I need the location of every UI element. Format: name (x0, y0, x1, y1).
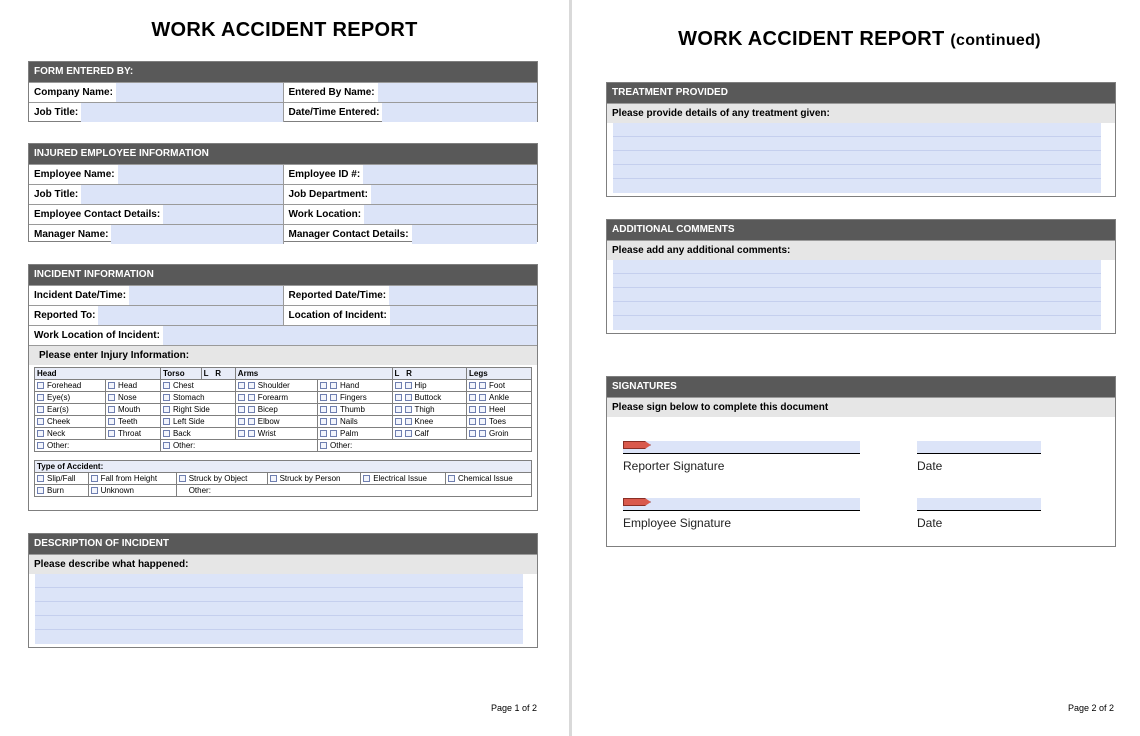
comments-input[interactable] (613, 260, 1101, 330)
injury-info-label: Please enter Injury Information: (29, 345, 537, 365)
reporter-signature-field[interactable] (623, 441, 860, 454)
checkbox-teeth[interactable]: Teeth (106, 416, 161, 428)
accident-other-field[interactable]: Other: (176, 485, 531, 497)
checkbox-neck[interactable]: Neck (35, 428, 106, 440)
work-location-incident-field[interactable]: Work Location of Incident: (29, 326, 537, 345)
form-entered-section (28, 61, 538, 122)
checkbox-nose[interactable]: Nose (106, 392, 161, 404)
accident-type-table: Type of Accident: Slip/Fall Fall from Height Struck by Object Struck by Person Electrical Issue Chemical Issue Burn Unknown Other: (34, 460, 532, 497)
employee-date-label: Date (917, 516, 943, 530)
reporter-signature-label: Reporter Signature (623, 459, 725, 473)
injury-row (35, 404, 532, 416)
page-number: Page 1 of 2 (491, 703, 538, 713)
section-header: INJURED EMPLOYEE INFORMATION (29, 144, 537, 164)
job-title-field[interactable]: Job Title: (29, 103, 283, 122)
checkbox-ear-s[interactable]: Ear(s) (35, 404, 106, 416)
checkbox-ankle[interactable]: Ankle (467, 392, 532, 404)
section-header: INCIDENT INFORMATION (29, 265, 537, 285)
reporter-date-field[interactable] (917, 441, 1041, 454)
section-header: FORM ENTERED BY: (29, 62, 537, 82)
company-name-field[interactable]: Company Name: (29, 83, 283, 102)
head-other-field[interactable]: Other: (35, 440, 161, 452)
injury-other-row (35, 440, 532, 452)
employee-signature-field[interactable] (623, 498, 860, 511)
checkbox-thigh[interactable]: Thigh (392, 404, 467, 416)
checkbox-fall-from-height[interactable]: Fall from Height (88, 473, 176, 485)
employee-id-field[interactable]: Employee ID #: (283, 165, 538, 184)
reported-to-field[interactable]: Reported To: (29, 306, 283, 325)
section-header: TREATMENT PROVIDED (607, 83, 1115, 103)
checkbox-left-side[interactable]: Left Side (160, 416, 235, 428)
checkbox-forehead[interactable]: Forehead (35, 380, 106, 392)
page-1 (0, 0, 569, 736)
checkbox-hand[interactable]: Hand (318, 380, 393, 392)
manager-contact-field[interactable]: Manager Contact Details: (283, 225, 538, 244)
treatment-section (606, 82, 1116, 197)
checkbox-head[interactable]: Head (106, 380, 161, 392)
employee-job-title-field[interactable]: Job Title: (29, 185, 283, 204)
comments-prompt: Please add any additional comments: (607, 240, 1115, 260)
checkbox-eye-s[interactable]: Eye(s) (35, 392, 106, 404)
checkbox-buttock[interactable]: Buttock (392, 392, 467, 404)
description-section (28, 533, 538, 648)
checkbox-bicep[interactable]: Bicep (235, 404, 317, 416)
checkbox-stomach[interactable]: Stomach (160, 392, 235, 404)
checkbox-wrist[interactable]: Wrist (235, 428, 317, 440)
checkbox-fingers[interactable]: Fingers (318, 392, 393, 404)
injury-row (35, 428, 532, 440)
signatures-prompt: Please sign below to complete this document (607, 397, 1115, 417)
checkbox-electrical-issue[interactable]: Electrical Issue (361, 473, 446, 485)
checkbox-toes[interactable]: Toes (467, 416, 532, 428)
checkbox-throat[interactable]: Throat (106, 428, 161, 440)
description-input[interactable] (35, 574, 523, 644)
page-number: Page 2 of 2 (1068, 703, 1115, 713)
checkbox-back[interactable]: Back (160, 428, 235, 440)
checkbox-palm[interactable]: Palm (318, 428, 393, 440)
checkbox-calf[interactable]: Calf (392, 428, 467, 440)
section-header: DESCRIPTION OF INCIDENT (29, 534, 537, 554)
checkbox-thumb[interactable]: Thumb (318, 404, 393, 416)
checkbox-chemical-issue[interactable]: Chemical Issue (446, 473, 532, 485)
checkbox-nails[interactable]: Nails (318, 416, 393, 428)
checkbox-forearm[interactable]: Forearm (235, 392, 317, 404)
checkbox-slip-fall[interactable]: Slip/Fall (35, 473, 89, 485)
incident-date-field[interactable]: Incident Date/Time: (29, 286, 283, 305)
checkbox-knee[interactable]: Knee (392, 416, 467, 428)
employee-signature-label: Employee Signature (623, 516, 732, 530)
reported-date-field[interactable]: Reported Date/Time: (283, 286, 538, 305)
page-title: WORK ACCIDENT REPORT (continued) (678, 28, 1041, 50)
employee-date-field[interactable] (917, 498, 1041, 511)
checkbox-right-side[interactable]: Right Side (160, 404, 235, 416)
manager-name-field[interactable]: Manager Name: (29, 225, 283, 244)
checkbox-cheek[interactable]: Cheek (35, 416, 106, 428)
injury-table: Head Torso L R Arms L R Legs Forehead Head Chest Shoulder Hand Hip Foot Eye(s) Nose Stomach Forearm Fingers Buttock Ankle Ear(s) Mouth Right Side Bicep Thumb Thigh Heel Cheek Teeth Left Side Elbow Nails Knee Toes Neck Throat Back Wrist Palm Calf Groin Other: Other: Other: (34, 367, 532, 452)
checkbox-mouth[interactable]: Mouth (106, 404, 161, 416)
treatment-input[interactable] (613, 123, 1101, 193)
description-prompt: Please describe what happened: (29, 554, 537, 574)
injured-employee-section (28, 143, 538, 242)
page-title: WORK ACCIDENT REPORT (151, 19, 418, 41)
job-department-field[interactable]: Job Department: (283, 185, 538, 204)
location-of-incident-field[interactable]: Location of Incident: (283, 306, 538, 325)
injury-row (35, 416, 532, 428)
checkbox-shoulder[interactable]: Shoulder (235, 380, 317, 392)
injury-row (35, 392, 532, 404)
date-time-entered-field[interactable]: Date/Time Entered: (283, 103, 538, 122)
checkbox-chest[interactable]: Chest (160, 380, 235, 392)
checkbox-heel[interactable]: Heel (467, 404, 532, 416)
checkbox-burn[interactable]: Burn (35, 485, 89, 497)
reporter-date-label: Date (917, 459, 943, 473)
comments-section (606, 219, 1116, 334)
employee-contact-field[interactable]: Employee Contact Details: (29, 205, 283, 224)
section-header: ADDITIONAL COMMENTS (607, 220, 1115, 240)
torso-other-field[interactable]: Other: (160, 440, 317, 452)
injury-row (35, 380, 532, 392)
limbs-other-field[interactable]: Other: (318, 440, 532, 452)
checkbox-elbow[interactable]: Elbow (235, 416, 317, 428)
page-2 (572, 0, 1140, 736)
incident-info-section (28, 264, 538, 511)
checkbox-hip[interactable]: Hip (392, 380, 467, 392)
checkbox-struck-by-person[interactable]: Struck by Person (267, 473, 361, 485)
treatment-prompt: Please provide details of any treatment given: (607, 103, 1115, 123)
entered-by-name-field[interactable]: Entered By Name: (283, 83, 538, 102)
checkbox-unknown[interactable]: Unknown (88, 485, 176, 497)
work-location-field[interactable]: Work Location: (283, 205, 538, 224)
checkbox-groin[interactable]: Groin (467, 428, 532, 440)
employee-name-field[interactable]: Employee Name: (29, 165, 283, 184)
signatures-section (606, 376, 1116, 547)
checkbox-foot[interactable]: Foot (467, 380, 532, 392)
section-header: SIGNATURES (607, 377, 1115, 397)
checkbox-struck-by-object[interactable]: Struck by Object (176, 473, 267, 485)
